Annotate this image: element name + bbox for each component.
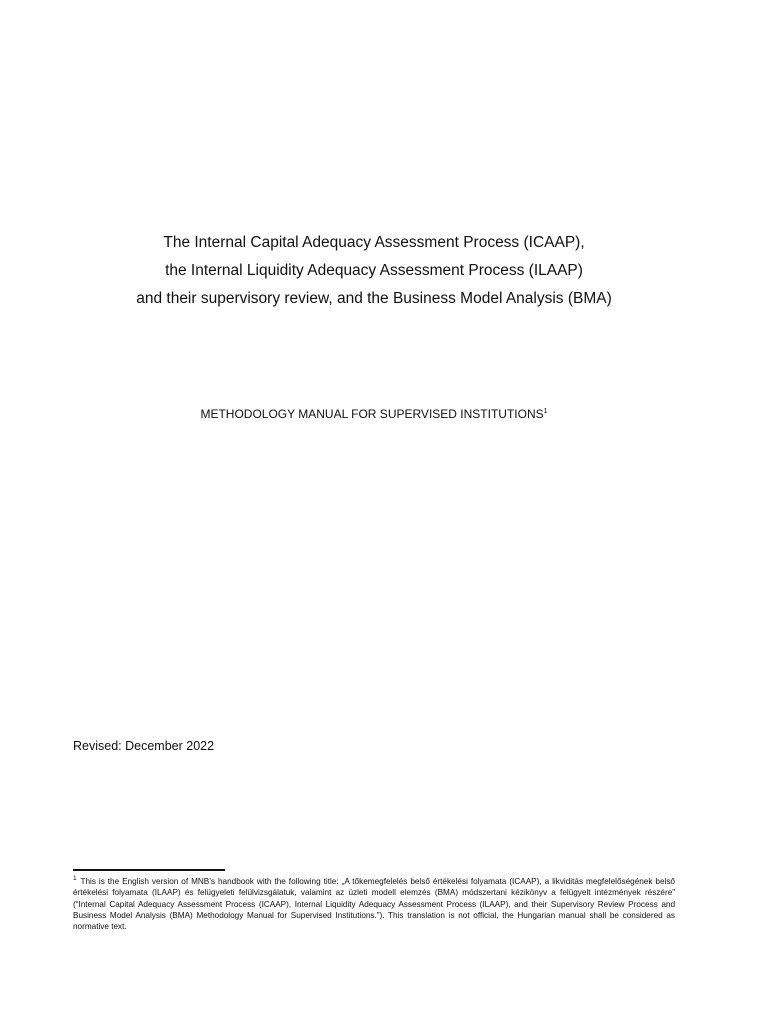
subtitle-footnote-reference: 1: [543, 408, 548, 415]
title-line-1: The Internal Capital Adequacy Assessment Process (ICAAP),: [163, 234, 585, 251]
title-line-2: the Internal Liquidity Adequacy Assessment Process (ILAAP): [165, 262, 583, 279]
document-title: [0, 229, 748, 313]
footnote: [73, 876, 675, 932]
title-line-3: and their supervisory review, and the Business Model Analysis (BMA): [136, 290, 612, 307]
subtitle-text: METHODOLOGY MANUAL FOR SUPERVISED INSTITUTIONS: [200, 407, 544, 421]
revision-date: Revised: December 2022: [73, 739, 215, 753]
footnote-text: This is the English version of MNB’s handbook with the following title: „A tőkemegfelelés belső értékelési folyamata (ICAAP), a likviditás megfelelőségének belső értékelési folyamata (ILAAP) és felügyeleti felülvizsgálatuk, valamint az üzleti modell elemzés (BMA) módszertani kézikönyv a felügyelt intézmények részére” (“Internal Capital Adequacy Assessment Process (ICAAP), Internal Liquidity Adequacy Assessment Process (ILAAP), and their Supervisory Review Process and Business Model Analysis (BMA) Methodology Manual for Supervised Institutions.”). This translation is not official, the Hungarian manual shall be considered as normative text.: [73, 877, 675, 932]
document-subtitle: [0, 406, 748, 422]
footnote-separator: [73, 869, 225, 871]
footnote-marker: 1: [73, 875, 77, 883]
